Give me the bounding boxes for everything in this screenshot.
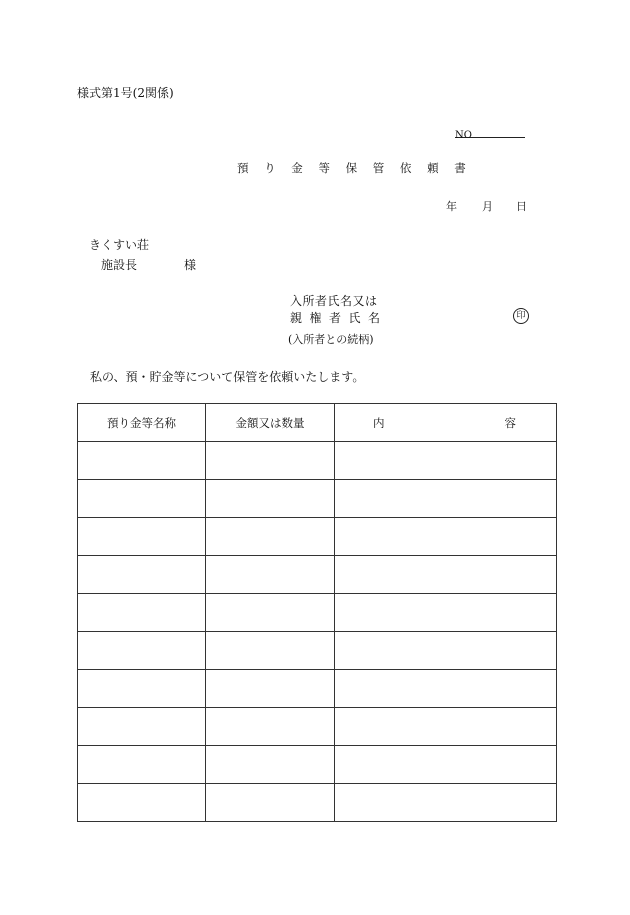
content-cell[interactable] — [335, 480, 557, 518]
deposit-items-table — [77, 403, 557, 822]
header-content-right: 容 — [504, 416, 516, 430]
amount-cell[interactable] — [206, 746, 335, 784]
content-cell[interactable] — [335, 784, 557, 822]
item-name-cell[interactable] — [78, 480, 206, 518]
table-row — [78, 480, 557, 518]
amount-cell[interactable] — [206, 632, 335, 670]
table-row — [78, 442, 557, 480]
document-number-field[interactable] — [455, 123, 525, 141]
item-name-cell[interactable] — [78, 442, 206, 480]
header-content-left: 内 — [373, 416, 385, 430]
content-cell[interactable] — [335, 632, 557, 670]
content-cell[interactable] — [335, 746, 557, 784]
item-name-cell[interactable] — [78, 632, 206, 670]
amount-cell[interactable] — [206, 594, 335, 632]
document-title: 預 り 金 等 保 管 依 頼 書 — [237, 161, 472, 175]
header-amount: 金額又は数量 — [206, 404, 335, 442]
table-row — [78, 708, 557, 746]
table-header-row — [78, 404, 557, 442]
item-name-cell[interactable] — [78, 746, 206, 784]
addressee-facility: きくすい荘 — [89, 238, 150, 252]
table-row — [78, 784, 557, 822]
date-year-label: 年 — [446, 200, 457, 213]
applicant-name-label-line1: 入所者氏名又は — [290, 294, 378, 308]
amount-cell[interactable] — [206, 708, 335, 746]
content-cell[interactable] — [335, 708, 557, 746]
amount-cell[interactable] — [206, 556, 335, 594]
content-cell[interactable] — [335, 594, 557, 632]
header-content — [335, 404, 557, 442]
amount-cell[interactable] — [206, 480, 335, 518]
addressee-honorific: 様 — [184, 258, 197, 272]
item-name-cell[interactable] — [78, 670, 206, 708]
table-row — [78, 632, 557, 670]
item-name-cell[interactable] — [78, 518, 206, 556]
table-row — [78, 746, 557, 784]
item-name-cell[interactable] — [78, 784, 206, 822]
table-row — [78, 670, 557, 708]
amount-cell[interactable] — [206, 518, 335, 556]
amount-cell[interactable] — [206, 442, 335, 480]
table-row — [78, 594, 557, 632]
content-cell[interactable] — [335, 556, 557, 594]
applicant-relation-label: (入所者との続柄) — [288, 333, 374, 346]
amount-cell[interactable] — [206, 784, 335, 822]
addressee-title: 施設長 — [101, 258, 138, 272]
item-name-cell[interactable] — [78, 594, 206, 632]
table-row — [78, 556, 557, 594]
table-row — [78, 518, 557, 556]
applicant-name-label-line2: 親権者氏名 — [290, 311, 388, 325]
date-day-label: 日 — [516, 200, 527, 213]
request-statement: 私の、預・貯金等について保管を依頼いたします。 — [90, 370, 365, 384]
item-name-cell[interactable] — [78, 708, 206, 746]
amount-cell[interactable] — [206, 670, 335, 708]
form-number: 様式第1号(2関係) — [77, 86, 174, 100]
date-month-label: 月 — [482, 200, 493, 213]
item-name-cell[interactable] — [78, 556, 206, 594]
content-cell[interactable] — [335, 442, 557, 480]
content-cell[interactable] — [335, 518, 557, 556]
header-item-name: 預り金等名称 — [78, 404, 206, 442]
document-number-label: NO — [455, 130, 472, 141]
content-cell[interactable] — [335, 670, 557, 708]
seal-mark: 印 — [513, 308, 529, 324]
